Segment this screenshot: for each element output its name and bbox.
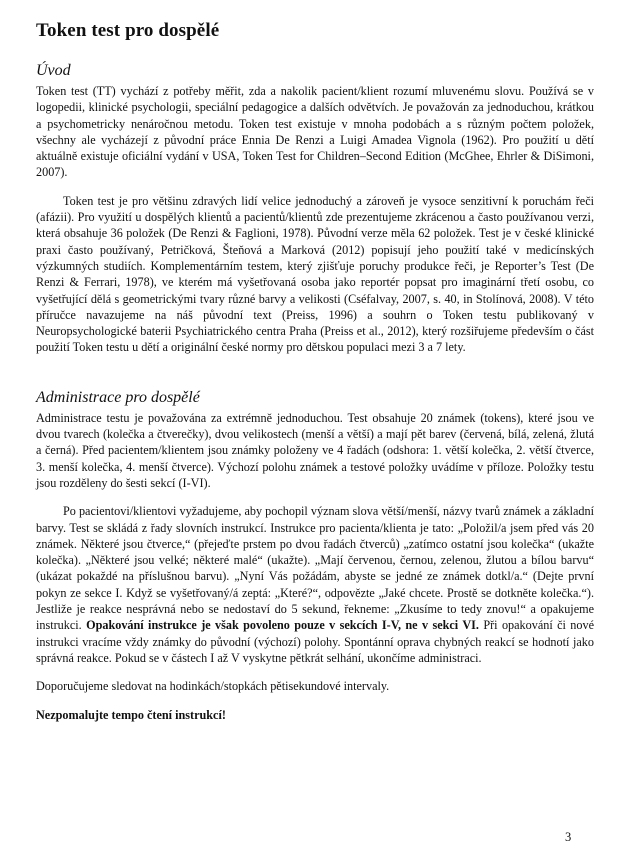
admin-paragraph-2 bbox=[36, 503, 594, 666]
intro-paragraph-2: Token test je pro většinu zdravých lidí velice jednoduchý a zároveň je vysoce senzitivní k poruchám řeči (afázii). Pro využití u dospělých klientů a pacientů/klientů zde prezentujeme zkrácenou a často používanou verzi, která obsahuje 36 položek (De Renzi & Faglioni, 1978). Původní verze měla 62 položek. Test je v české klinické praxi často používaný, Petričková, Šteňová a Marková (2012) popisují jeho použití také v medicínských výzkumných studiích. Komplementárním testem, který zjišťuje poruchy produkce řeči, je Reporter’s Test (De Renzi & Ferrari, 1978), ve kterém má vyšetřovaná osoba jako reportér popsat pro imaginární třetí osobu, co vyšetřující dělá s geometrickými tvary různé barvy a velikosti (Cséfalvay, 2007, s. 40, in Stolínová, 2008). V této příručce navazujeme na náš původní text (Preiss, 1996) a souhrn o Token testu publikovaný v Neuropsychologické baterii Psychiatrického centra Praha (Preiss et al., 2012), který rozšiřujeme především o část použití Token testu u dětí a originální české normy pro dětskou populaci mezi 3 a 7 lety. bbox=[36, 193, 594, 355]
section-heading-administration: Administrace pro dospělé bbox=[36, 388, 200, 406]
document-title: Token test pro dospělé bbox=[36, 20, 220, 41]
admin-paragraph-3: Doporučujeme sledovat na hodinkách/stopkách pětisekundové intervaly. bbox=[36, 679, 390, 694]
document-page bbox=[36, 14, 594, 723]
section-heading-intro: Úvod bbox=[36, 62, 71, 79]
admin-paragraph-2-tail: Při opakování či nové instrukci vracíme vždy známky do původní (výchozí) polohy. Spontánní oprava chybných reakcí se hodnotí jako správná reakce. Pokud se v částech I až V vyskytne pětkrát selhání, ukončíme administraci. bbox=[36, 618, 594, 665]
admin-warning-text: Nezpomalujte tempo čtení instrukcí! bbox=[36, 707, 226, 722]
intro-paragraph-1: Token test (TT) vychází z potřeby měřit, zda a nakolik pacient/klient rozumí mluvenému slovu. Používá se v logopedii, klinické psychologii, speciální pedagogice a dalších odvětvích. Je považován za jednoduchou, krátkou a psychometricky nenáročnou metodu. Token test existuje v mnoha podobách a s různým počtem položek, všechny ale vycházejí z původní práce Ennia De Renzi a Luigi Amadea Vignola (1962). Pro použití u dětí aktuálně existuje oficiální vydání v USA, Token Test for Children–Second Edition (McGhee, Ehrler & DiSimoni, 2007). bbox=[36, 84, 594, 180]
page-number: 3 bbox=[565, 830, 572, 844]
admin-paragraph-2-text: Po pacientovi/klientovi vyžadujeme, aby pochopil význam slova větší/menší, názvy tvarů známek a základní barvy. Test se skládá z řady slovních instrukcí. Instrukce pro pacienta/klienta je tato: „Položil/a jsem před vás 20 známek. Některé jsou čtverce,“ (přejeďte prstem po dvou řadách čtverců) „zatímco ostatní jsou kolečka“ (ukažte kolečka). „Některé jsou velké; některé malé“ (ukažte). „Mají červenou, černou, zelenou, žlutou a bílou barvu“ (ukázat pokaždé na příslušnou barvu). „Nyní Vás požádám, abyste se jedné ze známek dotkl/a.“ (Dejte první pokyn ze sekce I. Když se vyšetřovaný/á zeptá: „Které?“, odpovězte „Jaké chcete. Prostě se dotkněte kolečka.“). Jestliže je reakce nesprávná nebo se nedostaví do 5 sekund, řekneme: „Zkusíme to tedy znovu!“ a opakujeme instrukci. bbox=[36, 504, 594, 633]
admin-warning bbox=[36, 707, 594, 723]
admin-paragraph-2-emphasis: Opakování instrukce je však povoleno pouze v sekcích I-V, ne v sekci VI. bbox=[86, 618, 479, 633]
admin-paragraph-1: Administrace testu je považována za extrémně jednoduchou. Test obsahuje 20 známek (tokens), které jsou ve dvou tvarech (kolečka a čtverečky), dvou velikostech (menší a větší) a mají pět barev (červená, bílá, zelená, žlutá a černá). Před pacientem/klientem jsou známky položeny ve 4 řadách (odshora: 1. větší kolečka, 2. větší čtverce, 3. menší kolečka, 4. menší čtverce). Výchozí polohu známek a testové položky uvádíme v příloze. Položky testu jsou rozděleny do šesti sekcí (I-VI). bbox=[36, 410, 594, 490]
